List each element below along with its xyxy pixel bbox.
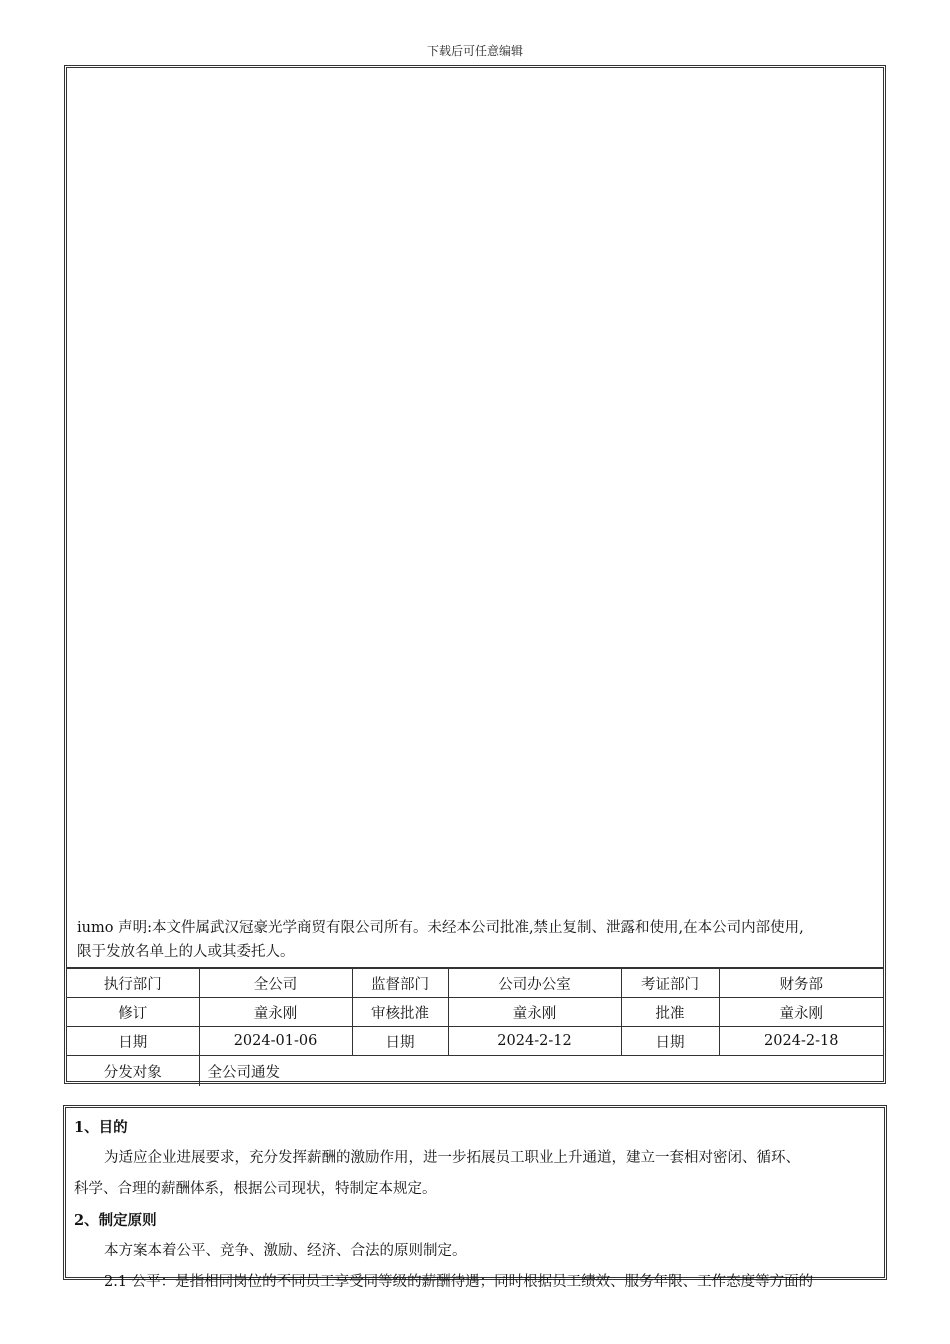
- table-cell: 审核批准: [352, 998, 448, 1027]
- table-cell: 执行部门: [67, 968, 199, 998]
- section-1-line-2: 科学、合理的薪酬体系，根据公司现状，特制定本规定。: [74, 1181, 437, 1197]
- distribution-label: 分发对象: [67, 1056, 199, 1087]
- statement-line-2: 限于发放名单上的人或其委托人。: [77, 944, 295, 960]
- table-cell: 日期: [67, 1027, 199, 1056]
- statement-line-1: iumo 声明:本文件属武汉冠豪光学商贸有限公司所有。未经本公司批准,禁止复制、泄露和使用,在本公司内部使用,: [77, 920, 804, 936]
- table-cell: 日期: [621, 1027, 719, 1056]
- distribution-value: 全公司通发: [199, 1056, 883, 1087]
- table-cell: 童永刚: [199, 998, 352, 1027]
- table-cell: 2024-2-18: [719, 1027, 883, 1056]
- table-cell: 考证部门: [621, 968, 719, 998]
- table-cell: 2024-2-12: [448, 1027, 621, 1056]
- table-row: [67, 998, 883, 1027]
- table-row: [67, 1027, 883, 1056]
- table-row: [67, 968, 883, 998]
- document-info-table: [67, 967, 883, 1086]
- table-cell: 全公司: [199, 968, 352, 998]
- table-cell: 监督部门: [352, 968, 448, 998]
- section-2-title: 2、制定原则: [74, 1212, 157, 1229]
- table-cell: 批准: [621, 998, 719, 1027]
- section-1-title: 1、目的: [74, 1119, 128, 1136]
- section-2-line-2: 2.1 公平：是指相同岗位的不同员工享受同等级的薪酬待遇；同时根据员工绩效、服务年限、工作态度等方面的: [104, 1274, 814, 1290]
- cover-frame: [64, 65, 886, 1084]
- table-cell: 财务部: [719, 968, 883, 998]
- section-1-line-1: 为适应企业进展要求，充分发挥薪酬的激励作用，进一步拓展员工职业上升通道，建立一套相对密闭、循环、: [104, 1150, 800, 1166]
- table-cell: 公司办公室: [448, 968, 621, 998]
- table-cell: 修订: [67, 998, 199, 1027]
- content-frame: [63, 1105, 887, 1290]
- table-cell: 2024-01-06: [199, 1027, 352, 1056]
- table-cell: 日期: [352, 1027, 448, 1056]
- page-header-note: 下载后可任意编辑: [426, 44, 523, 58]
- table-row-distribution: [67, 1056, 883, 1087]
- section-2-line-1: 本方案本着公平、竞争、激励、经济、合法的原则制定。: [104, 1243, 467, 1259]
- table-cell: 童永刚: [448, 998, 621, 1027]
- confidentiality-statement: [77, 916, 877, 964]
- table-cell: 童永刚: [719, 998, 883, 1027]
